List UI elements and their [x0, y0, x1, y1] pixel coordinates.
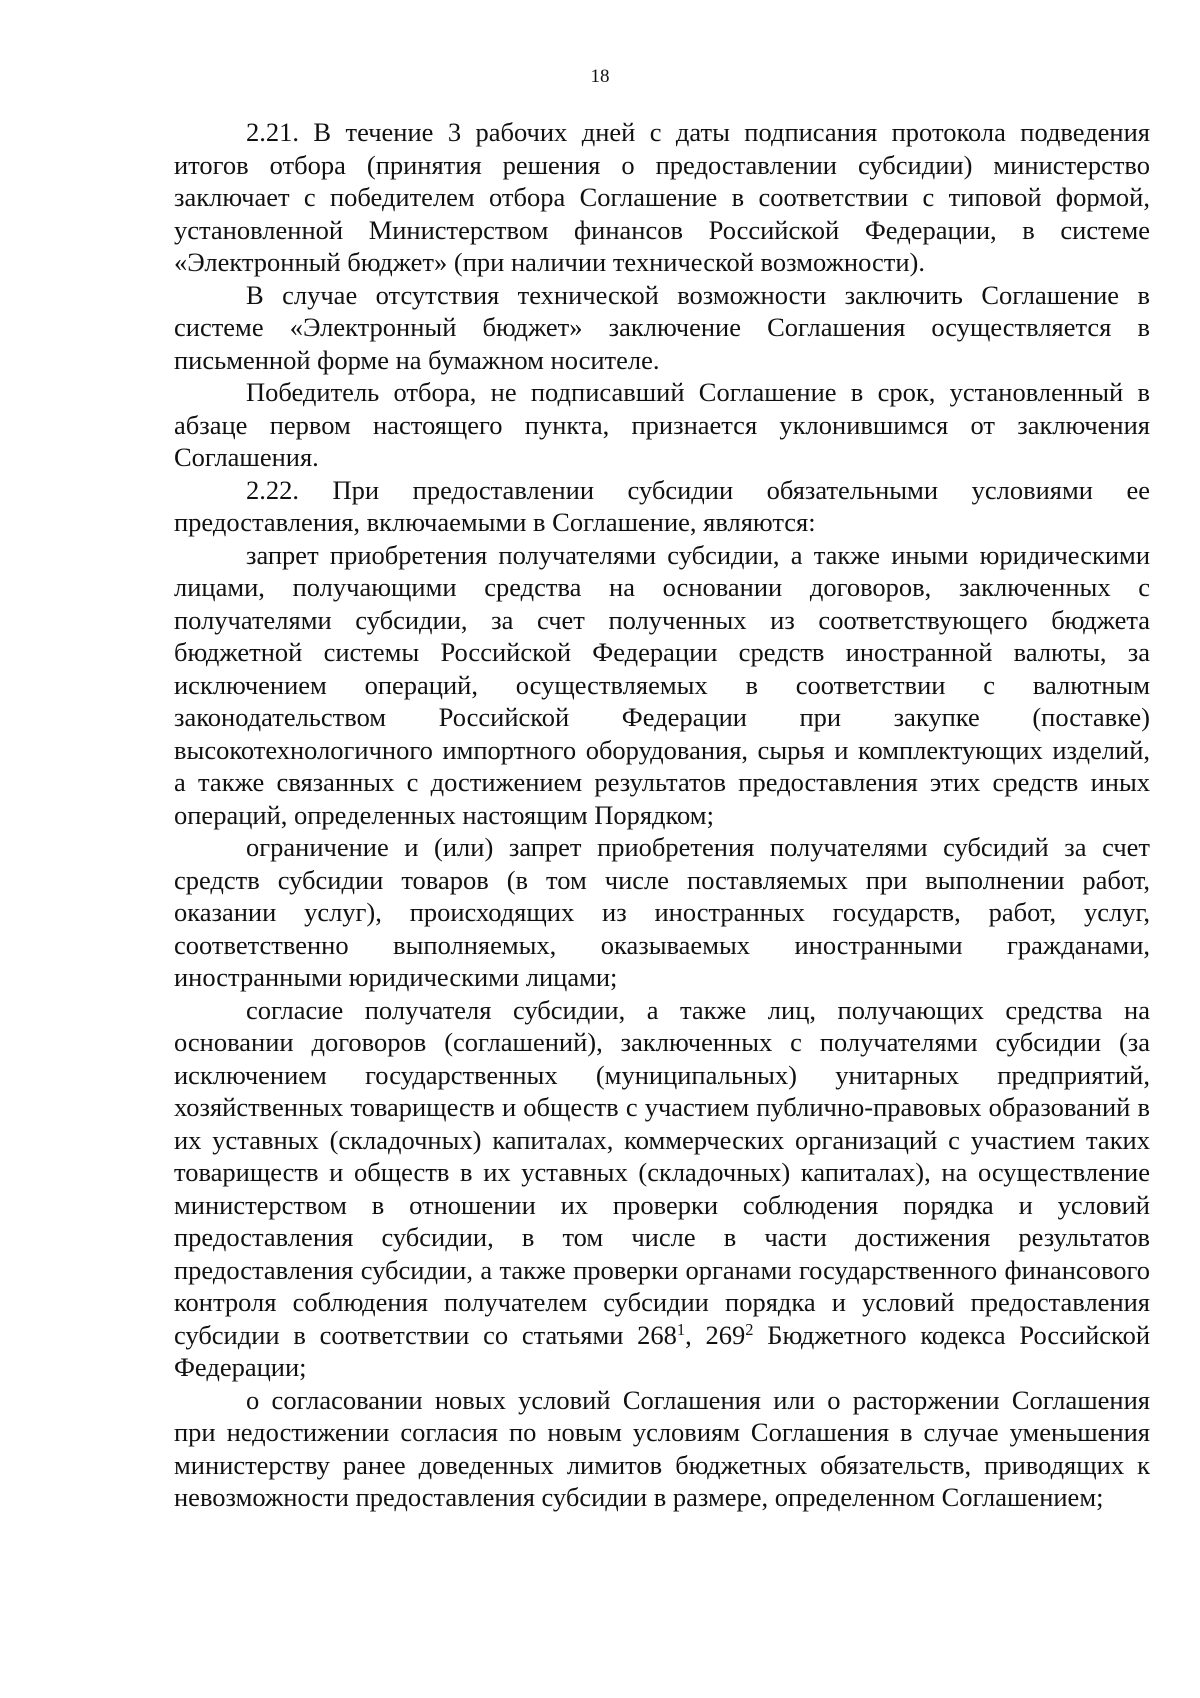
paragraph-currency-ban: запрет приобретения получателями субсидии, а также иными юридическими лицами, получающими средства на основании договоров, заключенных с получателями субсидии, за счет полученных из соответствующего бюджета бюджетной системы Российской Федерации средств иностранной валюты, за исключением операций, осуществляемых в соответствии с валютным законодательством Российской Федерации при закупке (поставке) высокотехнологичного импортного оборудования, сырья и комплектующих изделий, а также связанных с достижением результатов предоставления этих средств иных операций, определенных настоящим Порядком; — [174, 539, 1150, 830]
paragraph-agreement-termination: о согласовании новых условий Соглашения или о расторжении Соглашения при недостижении согласия по новым условиям Соглашения в случае уменьшения министерству ранее доведенных лимитов бюджетных обязательств, приводящих к невозможности предоставления субсидии в размере, определенном Соглашением; — [174, 1384, 1150, 1512]
paragraph-foreign-goods-restriction: ограничение и (или) запрет приобретения получателями субсидий за счет средств субсидии товаров (в том числе поставляемых при выполнении работ, оказании услуг), происходящих из иностранных государств, работ, услуг, соответственно выполняемых, оказываемых иностранными гражданами, иностранными юридическими лицами; — [174, 832, 1150, 992]
paragraph-no-technical-possibility: В случае отсутствия технической возможности заключить Соглашение в системе «Электронный бюджет» заключение Соглашения осуществляется в письменной форме на бумажном носителе. — [174, 279, 1150, 375]
footnote-superscript-1: 1 — [676, 1319, 686, 1339]
document-body — [174, 116, 1150, 1514]
consent-text-after: Бюджетного кодекса Российской Федерации; — [174, 1319, 1151, 1382]
page-number: 18 — [590, 66, 610, 87]
paragraph-2-21: 2.21. В течение 3 рабочих дней с даты подписания протокола подведения итогов отбора (принятия решения о предоставлении субсидии) министерство заключает с победителем отбора Соглашение в соответствии с типовой формой, установленной Министерством финансов Российской Федерации, в системе «Электронный бюджет» (при наличии технической возможности). — [174, 117, 1150, 277]
paragraph-winner-evasion: Победитель отбора, не подписавший Соглашение в срок, установленный в абзаце первом настоящего пункта, признается уклонившимся от заключения Соглашения. — [174, 377, 1150, 472]
consent-text-before: согласие получателя субсидии, а также лиц, получающих средства на основании договоров (соглашений), заключенных с получателями субсидии (за исключением государственных (муниципальных) унитарных предприятий, хозяйственных товариществ и обществ с участием публично-правовых образований в их уставных (складочных) капиталах, коммерческих организаций с участием таких товариществ и обществ в их уставных (складочных) капиталах), на осуществление министерством в отношении их проверки соблюдения порядка и условий предоставления субсидии, в том числе в части достижения результатов предоставления субсидии, а также проверки органами государственного финансового контроля соблюдения получателем субсидии порядка и условий предоставления субсидии в соответствии со статьями 268 — [174, 994, 1150, 1350]
paragraph-2-22: 2.22. При предоставлении субсидии обязательными условиями ее предоставления, включаемыми в Соглашение, являются: — [174, 474, 1150, 537]
footnote-superscript-2: 2 — [745, 1319, 754, 1339]
paragraph-inspection-consent — [174, 994, 1150, 1384]
consent-text-middle: , 269 — [685, 1319, 746, 1350]
